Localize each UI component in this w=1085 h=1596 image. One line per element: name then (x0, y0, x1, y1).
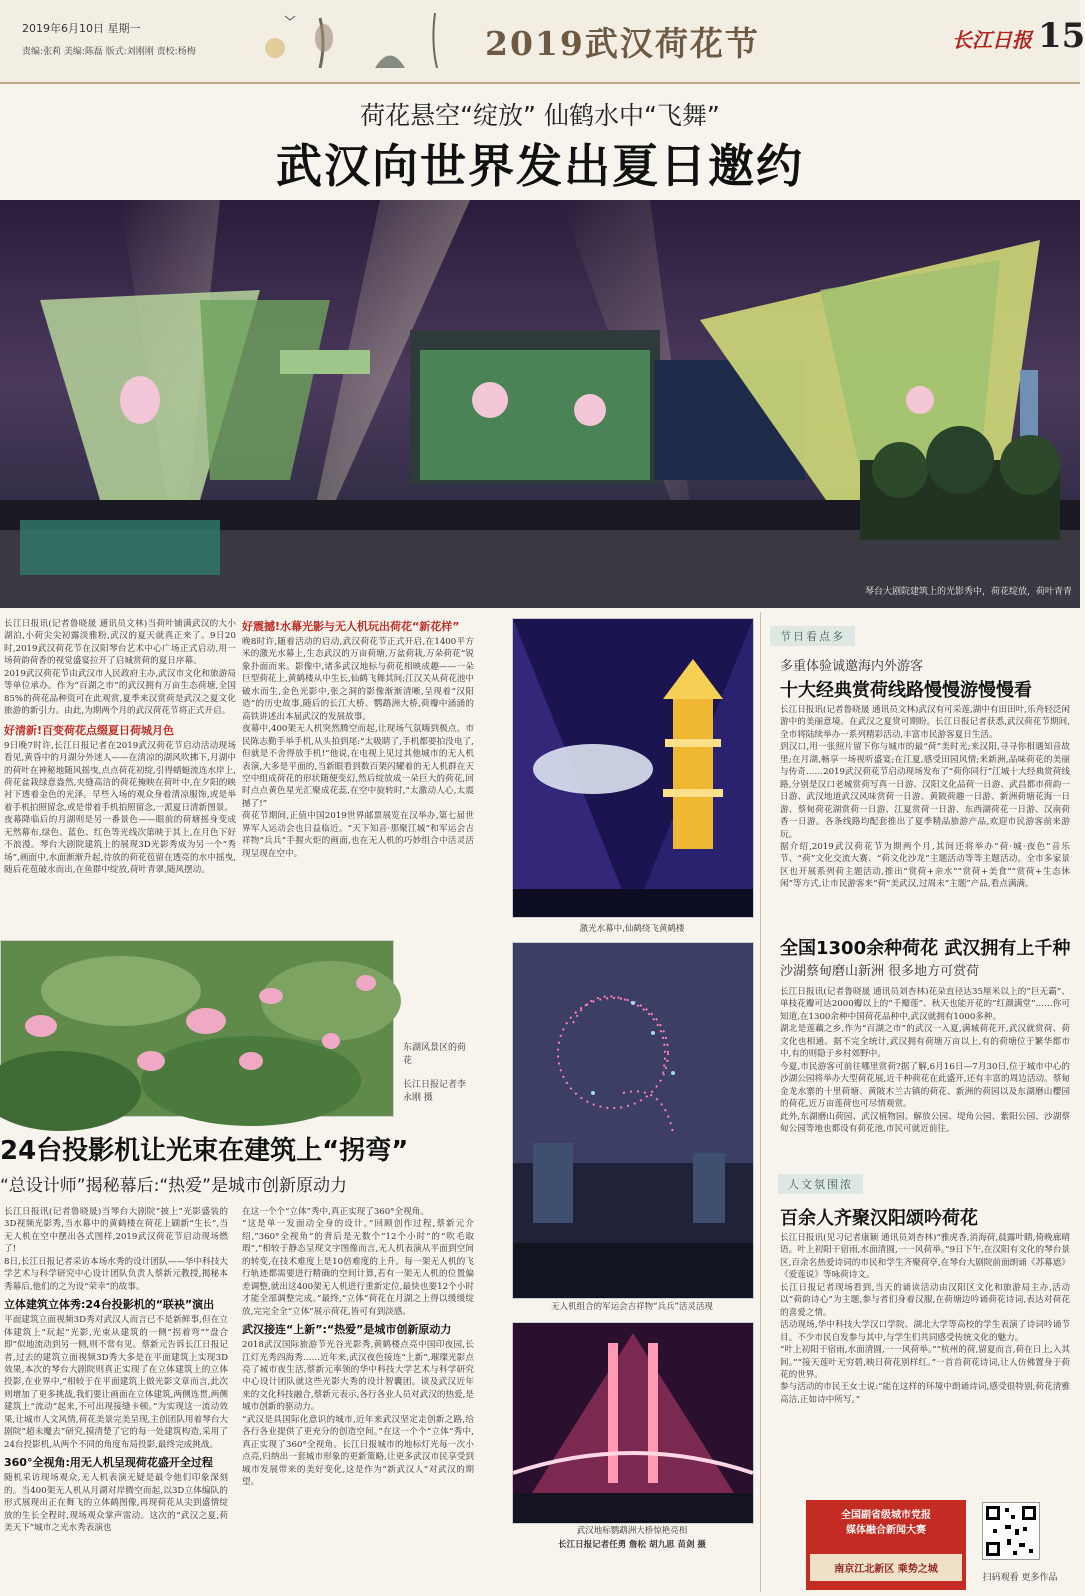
photo-caption: 无人机组合的军运会吉祥物“兵兵”活灵活现 (551, 1302, 713, 1312)
article-paragraph: 荷花节期间,正值中国2019世界邮票展览在汉举办,第七届世界军人运动会也日益临近。“天下知音·那聚江城”和军运会吉祥物“兵兵”手握火炬的画面,也在无人机的巧妙组合中活灵活现呈现在空中。 (242, 811, 474, 859)
masthead (0, 0, 1085, 84)
article-paragraph: 长江日报讯(记者鲁晓晟)当琴台大剧院“披上”光影盛装的3D视频光影秀,当水幕中的黄鹤楼在荷花上刷新“生长”,当无人机在空中摆出各式图样,2019武汉荷花节启动现场燃了! (4, 1207, 228, 1255)
article-paragraph: 2018武汉国际旅游节光谷光影秀,黄鹤楼点亮中国印夜园,长江灯光秀四海秀……近年来,武汉夜色接连“上新”,璀璨光影点亮了城市夜生活,蔡新元率领的华中科技大学艺术与科学研究中心设计团队就这些光影大秀的设计智囊团。谈及武汉近年来的文化科技融合,蔡新元表示,各行各业人员对武汉的热爱,是城市创新的驱动力。 (242, 1340, 474, 1413)
article-column-left (4, 618, 236, 938)
sidebar-story-body (780, 1232, 1070, 1482)
article-paragraph: 长江日报讯(见习记者康颖 通讯员刘杏林)“雅虎香,消海荷,晨露叶睛,倚晚廊晴语。叶上初阳干宿雨,水面清圆,一一风荷举。”9日下午,在汉阳有文化的琴台景区,百余名热爱诗词的市民和学生齐聚荷亭,在琴台大剧院前面朗诵《苏幕遮》《爱莲说》等咏荷诗文。 (780, 1233, 1070, 1281)
article-paragraph: 平面建筑立面视频3D秀对武汉人而言已不是新鲜事,但在立体建筑上“玩起”光影,光束从建筑的一侧“拐着弯”“盘合即”似地流动到另一侧,则不常有见。蔡新元告诉长江日报记者,过去的建筑立面视频3D秀大多是在平面建筑上实现3D效果,本次的琴台大剧院则真正实现了在立体建筑上的立体投影,在业界中,“相较于在平面建筑上做光影文章而言,此次则增加了更多挑战,我们要让画面在立体建筑,两侧连贯,两侧建筑上“流动”起来,不可出现接缝卡顿。”为实现这一流动效果,让城市人文风情,荷花美景完美呈现,主创团队用着琴台大剧院“超未魔去”研究,摸清楚了它的每一处建筑构造,采用了24台投影机,从两个不同的角度布局投影,最终完成挑战。 (4, 1315, 228, 1450)
ad-banner[interactable] (806, 1500, 966, 1590)
article-subhead: 立体建筑立体秀:24台投影机的“联袂”演出 (4, 1298, 215, 1312)
qr-caption: 扫码观看 更多作品 (982, 1573, 1058, 1583)
section2-column-left (4, 1206, 228, 1592)
paper-logo: 长江日报 (952, 28, 1032, 52)
article-paragraph: 湖北是莲藕之乡,作为“百湖之市”的武汉一入夏,满城荷花开,武汉就赏荷、荷文化也相通。据不完全统计,武汉拥有荷塘万亩以上,有的荷塘位于繁华都市中,有的则隐于乡村郊野中。 (780, 1024, 1070, 1060)
photo-credit: 长江日报记者任勇 詹松 胡九思 苗剑 摄 (558, 1540, 706, 1550)
photo-caption: 东湖风景区的荷花 (403, 1043, 467, 1066)
article-paragraph: 今夏,市民游客可前往哪里赏荷?据了解,6月16日—7月30日,位于城市中心的沙湖公园将举办大型荷花展,近千种荷花在此盛开,还有丰富的周边活动。蔡甸金龙水寨的十里荷塘、黄陂木兰古镇的荷花、新洲的荷园以及东湖磨山樱园的荷花,近万亩莲荷也可尽情观赏。 (780, 1061, 1070, 1110)
article-paragraph: 长江日报讯(记者鲁晓晟 通讯员刘杏林)花朵直径达35厘米以上的“巨无霸”、单枝花瓣可达2000瓣以上的“千瓣莲”、秋天也能开花的“红颜满堂”……你可知道,在1300余种中国荷花品种中,武汉就拥有1000多种。 (780, 987, 1070, 1022)
ink-painting-decoration (260, 8, 460, 74)
article-paragraph: 据介绍,2019武汉荷花节为期两个月,其间还将举办“荷·城·夜色”音乐节、“荷”文化交流大赛、“荷文化沙龙”主题活动等等主题活动。全市多家景区也开展系列荷主题活动,推出“赏荷+亲水”“赏荷+美食”“赏荷+生态休闲”等方式,让市民游客来“荷”美武汉,过周末“主题”产品,看点满满。 (780, 841, 1070, 890)
article-paragraph: 晚8时许,随着活动的启动,武汉荷花节正式开启,在1400平方米的激光水幕上,生态武汉的万亩荷塘,万盆荷栽,万朵荷花“锐象扑面而来。影像中,诸多武汉地标与荷花相映成趣——一朵巨型荷花上,黄鹤楼从中生长,仙鹤飞舞其间;江汉关从荷花池中破水而生,金色光影中,张之洞的影像渐渐清晰,呈现着“汉阳造”的历史故事,随后的长江大桥、鹦鹉洲大桥,荷瓣中涌涌的高铁讲述出本届武汉的发展故事。 (242, 637, 474, 722)
lotus-photo (0, 940, 394, 1117)
headline-kicker: 荷花悬空“绽放” 仙鹤水中“飞舞” (360, 101, 720, 130)
photo-credit: 长江日报记者李永刚 摄 (403, 1080, 467, 1103)
article-subhead: 武汉接连“上新”:“热爱”是城市创新原动力 (242, 1323, 452, 1337)
night-architecture-lightshow (0, 200, 1080, 608)
photo-caption: 激光水幕中,仙鹤绕飞黄鹤楼 (579, 924, 685, 934)
sidebar-story-body (780, 704, 1070, 914)
article-paragraph: “这是单一发面动全身的设计。”回顾创作过程,蔡新元介绍,“360°全视角”的背后是无数个“12个小时”的“吹毛取瑕”,“相较于静态呈现文字图像而言,无人机表演从平面到空间的转变,在技术难度上是10倍难度的上升。每一架无人机的飞行轨迹都需要进行精确的空间计算,若有一架无人机的位置偏差调整,就出这400架无人机进行重新定位,最快也要12个小时才能全部调整完成。”最终,“立体”荷花在月湖之上得以缓缓绽放,完完全全“立体”展示荷花,皆可有到淡感。 (242, 1219, 474, 1317)
article-paragraph: 夜幕降临后的月湖则是另一番景色——眼前的荷塘摇身变成无然幕布,绿色、蓝色、红色等光线次第映于其上,在月色下好不浪漫。琴台大剧院建筑上的展现3D光影秀成为另一个“秀场”,画面中,水面渐渐升起,待放的荷花苞留在透亮的水中摇曳,随后花苞破水而出,在鱼群中绽放,荷叶青翠,随风摆动。 (4, 815, 236, 876)
staff-credits: 责编:张莉 美编:陈磊 版式:刘刚刚 责校:杨梅 (22, 47, 196, 57)
section2-column-right (242, 1206, 474, 1592)
photo-drone-mascot (512, 942, 754, 1299)
article-column-right (242, 618, 474, 938)
ad-line: 媒体融合新闻大赛 (846, 1525, 926, 1536)
section-subheadline: “总设计师”揭秘幕后:“热爱”是城市创新原动力 (0, 1176, 347, 1196)
sidebar-story-kicker: 多重体验诚邀海内外游客 (780, 659, 924, 674)
article-paragraph: 9日晚7时许,长江日报记者在2019武汉荷花节启动活动现场看见,黄昏中的月湖分外迷人——在清凉的湖风吹拂下,月湖中的荷叶在神秘地随风摇曳,点点荷花初绽,引得蜻蜓流连水岸上,荷花盆栽绿意盎然,夹缝高洁的荷花掩映在荷叶中,在夕阳的映衬下透着金色的光泽。早些入场的观众身着清凉服饰,或是举着手机拍照留念,或是带着手机拍照留念,一派夏日清新图景。 (4, 740, 236, 813)
article-paragraph: 长江日报讯(记者鲁晓晟 通讯员文林)武汉有可采莲,湖中有田田叶,乐舟轻泛闲游中的美丽意境。在武汉之夏赏可期盼。长江日报记者获悉,武汉荷花节期间,全市将陆续举办一系列精彩活动,丰富市民游客夏日生活。 (780, 705, 1070, 740)
article-subhead: 360°全视角:用无人机呈现荷花盛开全过程 (4, 1456, 213, 1470)
sidebar-story-body (780, 986, 1070, 1156)
lotus-pond-image (1, 941, 393, 1116)
sidebar-story-title: 全国1300余种荷花 武汉拥有上千种 (780, 938, 1071, 959)
article-subhead: 好震撼!水幕光影与无人机玩出荷花“新花样” (242, 620, 460, 633)
photo-caption: 武汉地标鹦鹉洲大桥惊艳亮相 (576, 1526, 688, 1536)
photo-crane-tower (512, 618, 754, 918)
article-paragraph: 此外,东湖磨山荷园、武汉植物园、解放公园、堤角公园、紫阳公园、沙湖蔡甸公园等地也都设有荷花池,市民可就近前往。 (780, 1111, 1070, 1134)
article-paragraph: 在这一个个“立体”秀中,真正实现了360°全视角。 (242, 1207, 429, 1217)
hero-caption: 琴台大剧院建筑上的光影秀中，荷花绽放，荷叶青青 (864, 587, 1072, 597)
sidebar-section-tag: 节日看点多 (770, 626, 855, 646)
hero-photo (0, 200, 1080, 608)
article-paragraph: 夜幕中,400架无人机突然腾空而起,让现场气氛嗨到极点。市民陈志勤手举手机,从头拍到尾:“太吸睛了,手机都要拍没电了,但就是不舍得放手机!”他说,在电视上见过其他城市的无人机表演,大多是平面的,当新眼看到数百架闪耀着的无人机群在天空中组成荷花的形状随便变幻,然后绽放成一朵巨大的荷花,回时点点黄色星光汇聚成花蕊,在空中旋转时,“太激动人心,太震撼了!” (242, 724, 474, 809)
sidebar-story-title: 十大经典赏荷线路慢慢游慢慢看 (780, 680, 1032, 701)
article-paragraph: 活动现场,华中科技大学汉口学院、湖北大学等高校的学生表演了诗词吟诵节目。不少市民自发参与其中,与学生们共同感受传统文化的魅力。 (780, 1320, 1070, 1343)
article-paragraph: 8日,长江日报记者采访本场水秀的设计团队——华中科技大学艺术与科学研究中心设计团队负责人蔡新元教授,揭秘本秀幕后,他们的之为设“荣幸”的故事。 (4, 1256, 228, 1292)
column-divider (760, 612, 761, 1592)
article-paragraph: 到汉口,用一张照片留下你与城市的最“荷”美时光;来汉阳,寻寻你相遇知音故里;在月湖,畅享一场视听盛宴;在江夏,感受田园风情;来新洲,品味荷花的美丽与传奇……2019武汉荷花节启动现场发布了“荷你同行”江城十大经典赏荷线路,分别是汉口老城赏荷写真一日游、汉阳文化品荷一日游、武昌都市荷韵一日游、武汉地道武汉风味赏荷一日游、黄陂荷趣一日游、新洲荷塘花海一日游、蔡甸荷花湖赏荷一日游、江夏赏荷一日游、东西湖荷花一日游、汉南荷香一日游。各条线路均配套推出了夏季精品旅游产品,欢迎市民游客前来游玩。 (780, 742, 1070, 840)
section-title: 2019武汉荷花节 (485, 24, 760, 63)
bridge-lightshow-image (513, 1323, 753, 1523)
issue-date: 2019年6月10日 星期一 (22, 22, 141, 35)
article-paragraph: 长江日报讯(记者鲁晓晟 通讯员文林)当荷叶铺满武汉的大小湖泊,小荷尖尖初露淡雅粉,武汉的夏天就真正来了。9日20时,2019武汉荷花节在汉阳琴台艺术中心广场正式启动,用一场荷韵荷香的视觉盛宴拉开了启城赏荷的夏日序幕。 (4, 619, 236, 667)
article-paragraph: “武汉是具国际化意识的城市,近年来武汉坚定走创新之路,给各行各业提供了更充分的创造空间。”在这一个个“立体”秀中,真正实现了360°全视角。长江日报城市的地标灯光每一次小点亮,归纳出一套城市形象的更新策略,让更多武汉市民享受到城市发展带来的美好变化,这是作为“新武汉人”对武汉的期望。 (242, 1414, 474, 1488)
qr-code[interactable] (982, 1502, 1040, 1560)
sidebar-section-tag: 人文氛围浓 (778, 1174, 863, 1194)
section-headline: 24台投影机让光束在建筑上“拐弯” (0, 1136, 409, 1166)
article-subhead: 好清新!百变荷花点缀夏日荷城月色 (4, 723, 175, 737)
article-paragraph: 参与活动的市民王女士说:“能在这样的环境中朗诵诗词,感受很特别,荷花清雅高洁,正如诗中所写。” (780, 1382, 1070, 1405)
page-number: 15 (1038, 16, 1085, 56)
ad-line: 南京江北新区 乘势之城 (810, 1554, 962, 1581)
qr-code-icon (983, 1503, 1039, 1559)
laser-watercurtain-image (513, 619, 753, 917)
article-paragraph: 2019武汉荷花节由武汉市人民政府主办,武汉市文化和旅游局等单位承办。作为“百湖之市”的武汉拥有万亩生态荷塘,全国85%的荷花品种资可在此观赏,夏季来汉赏荷是武汉之夏文化旅游的新引力。由此,为期两个月的武汉荷花节将正式开启。 (4, 668, 236, 717)
lotus-photo-caption (403, 1042, 473, 1104)
sidebar-story-subtitle: 沙湖蔡甸磨山新洲 很多地方可赏荷 (780, 964, 980, 979)
photo-bridge (512, 1322, 754, 1524)
article-paragraph: “叶上初阳干宿雨,水面清圆,一一风荷举。”“杭州的荷,留夏而言,荷在日上,入其间。”“接天莲叶无穷碧,映日荷花别样红。”一首首荷花诗词,让人仿佛置身于荷花的世界。 (780, 1345, 1070, 1380)
ad-line: 全国副省级城市党报 (841, 1510, 931, 1521)
article-paragraph: 长江日报记者现场看到,当天的诵读活动由汉阳区文化和旅游局主办,活动以“荷韵诗心”为主题,参与者们身着汉服,在荷塘边吟诵荷花诗词,表达对荷花的喜爱之情。 (780, 1282, 1070, 1318)
article-paragraph: 随机采访现场观众,无人机表演无疑是最令他们印象深刻的。当400架无人机从月湖对岸腾空而起,以3D立体编队的形式展现出正在舞飞的立体鹤图像,再现荷花从尖到盛情绽放的生长全程时,现场观众掌声雷动。这次的“武汉之夏,荷美天下”城市之光水秀表演也 (4, 1473, 228, 1533)
main-headline: 武汉向世界发出夏日邀约 (276, 139, 804, 193)
sidebar-story-title: 百余人齐聚汉阳颂吟荷花 (780, 1208, 978, 1229)
drone-show-image (513, 943, 753, 1298)
